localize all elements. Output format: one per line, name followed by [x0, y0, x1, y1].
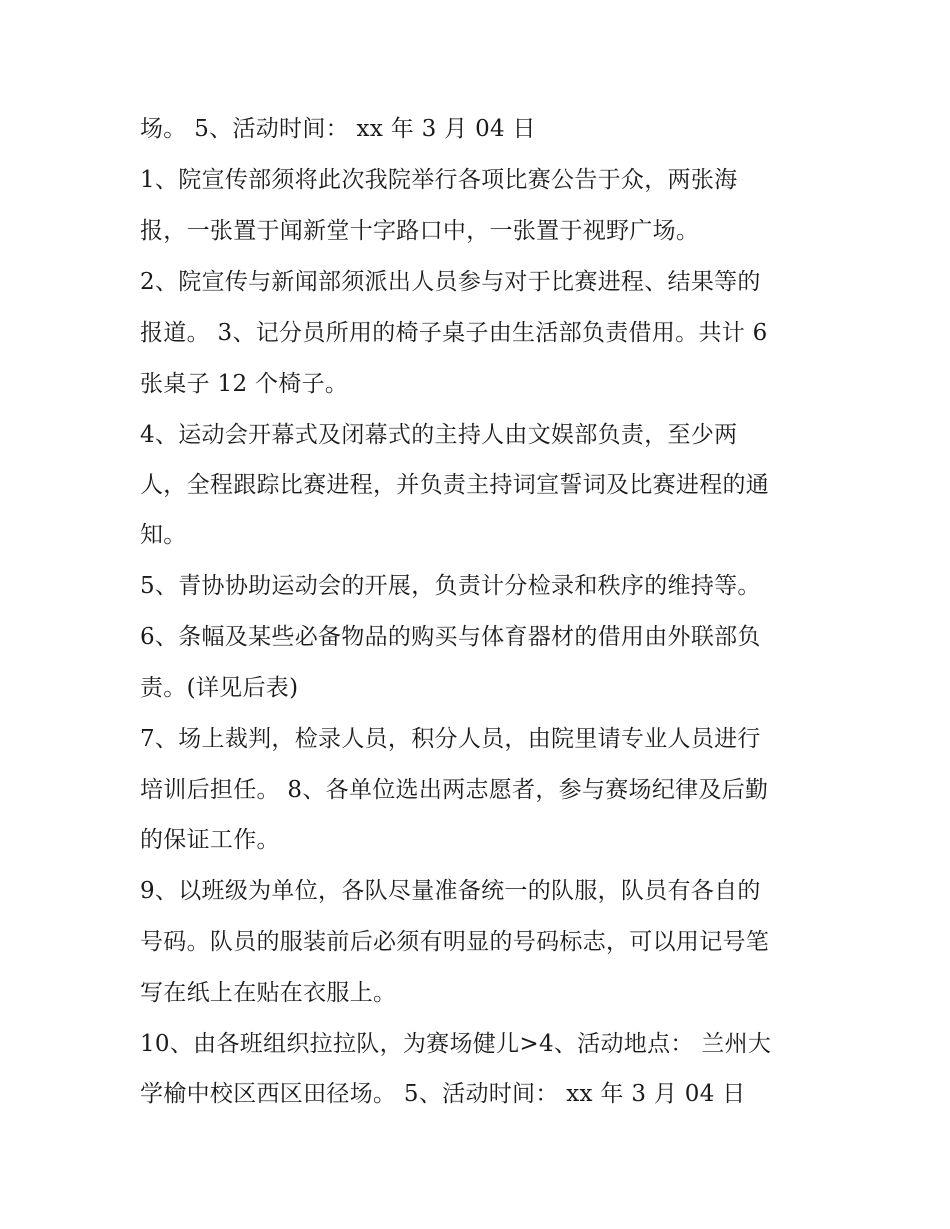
text-line: 学榆中校区西区田径场。 5、活动时间： xx 年 3 月 04 日 [140, 1081, 746, 1107]
text-line: 场。 5、活动时间： xx 年 3 月 04 日 [140, 116, 536, 142]
text-line: 张桌子 12 个椅子。 [140, 371, 349, 397]
text-line: 报道。 3、记分员所用的椅子桌子由生活部负责借用。共计 6 [140, 320, 768, 346]
text-line: 2、院宣传与新闻部须派出人员参与对于比赛进程、结果等的 [140, 269, 761, 295]
text-line: 的保证工作。 [140, 827, 280, 853]
text-line: 报，一张置于闻新堂十字路口中，一张置于视野广场。 [140, 218, 700, 244]
text-line: 写在纸上在贴在衣服上。 [140, 980, 397, 1006]
text-line: 4、运动会开幕式及闭幕式的主持人由文娱部负责，至少两 [140, 422, 738, 448]
text-line: 知。 [140, 522, 187, 548]
text-line: 7、场上裁判，检录人员，积分人员，由院里请专业人员进行 [140, 726, 761, 752]
text-line: 10、由各班组织拉拉队，为赛场健儿>4、活动地点： 兰州大 [140, 1031, 772, 1057]
text-line: 责。(详见后表) [140, 675, 299, 701]
text-line: 5、青协协助运动会的开展，负责计分检录和秩序的维持等。 [140, 573, 761, 599]
text-line: 人，全程跟踪比赛进程，并负责主持词宣誓词及比赛进程的通 [140, 472, 770, 498]
text-line: 1、院宣传部须将此次我院举行各项比赛公告于众，两张海 [140, 167, 738, 193]
text-line: 9、以班级为单位，各队尽量准备统一的队服，队员有各自的 [140, 878, 761, 904]
text-line: 号码。队员的服装前后必须有明显的号码标志，可以用记号笔 [140, 929, 770, 955]
text-line: 6、条幅及某些必备物品的购买与体育器材的借用由外联部负 [140, 624, 761, 650]
text-line: 培训后担任。 8、各单位选出两志愿者，参与赛场纪律及后勤 [140, 777, 769, 803]
